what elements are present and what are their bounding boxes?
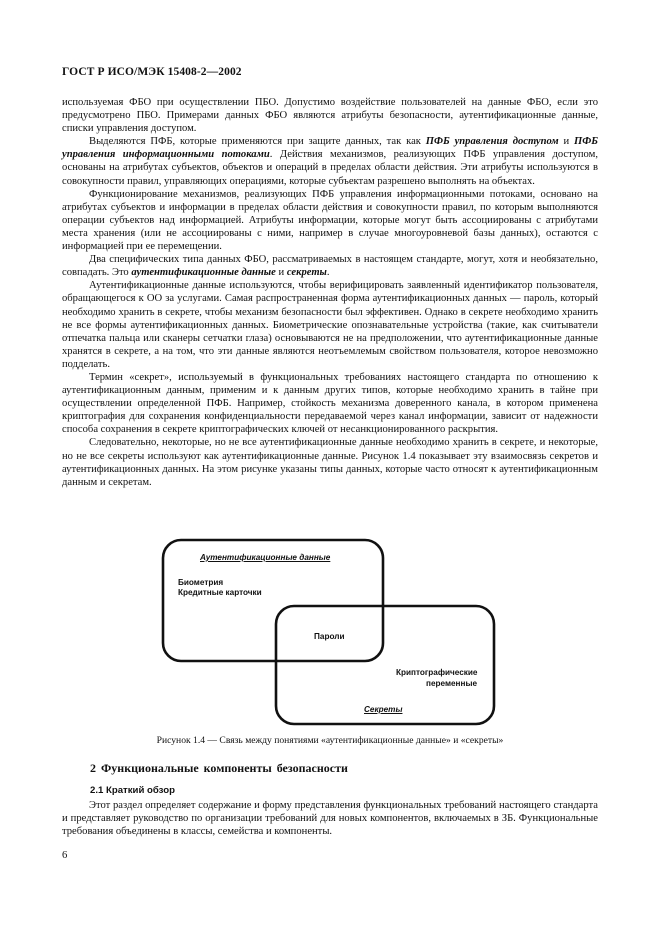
- credit-cards-label: Кредитные карточки: [178, 588, 262, 597]
- paragraph-4-part-1: Два специфических типа данных ФБО, рассматриваемых в настоящем стандарте, могут, хотя и необязательно, совпадать. Это: [62, 254, 598, 279]
- figure-caption: Рисунок 1.4 — Связь между понятиями «аутентификационные данные» и «секреты»: [156, 735, 504, 746]
- biometrics-label: Биометрия: [178, 578, 224, 587]
- paragraph-2-part-1: Выделяются ПФБ, которые применяются при защите данных, так как: [89, 136, 426, 148]
- paragraph-2-part-2: и: [558, 136, 575, 148]
- subsection-paragraph: Этот раздел определяет содержание и форму представления функциональных требований настоящего стандарта и представляет руководство по организации требований для новых компонентов, включаемых в ЗБ. Функциональные требования объединены в классы, семейства и компоненты.: [62, 800, 598, 838]
- crypto-label-line1: Криптографические: [396, 668, 478, 677]
- paragraph-2: [62, 135, 598, 187]
- auth-data-title: Аутентификационные данные: [200, 553, 331, 562]
- page-header: ГОСТ Р ИСО/МЭК 15408-2—2002: [62, 66, 242, 78]
- paragraph-4-part-3: .: [326, 267, 330, 279]
- term-info-flow-policy: ПФБ управления информационными потоками: [62, 136, 598, 161]
- paragraph-1: используемая ФБО при осуществлении ПБО. Допустимо воздействие пользователей на данные ФБО, если это предусмотрено ПБО. Примерами данных ФБО являются атрибуты безопасности, аутентификационные данные, списки управления доступом.: [62, 97, 598, 135]
- subsection-text: [62, 799, 598, 838]
- term-secrets: секреты: [286, 267, 327, 279]
- paragraph-4-part-2: и: [275, 267, 287, 279]
- paragraph-5: Аутентификационные данные используются, чтобы верифицировать заявленный идентификатор пользователя, обращающегося к ОО за услугами. Самая распространенная форма аутентификационных данных — пароль, который необходимо хранить в секрете, чтобы механизм безопасности был эффективен. Однако в секрете необходимо хранить не все формы аутентификационных данных. Биометрические опознавательные устройства (такие, как считыватели отпечатка пальца или сканеры сетчатки глаза) основываются не на предположении, что аутентификационные данные хранятся в секрете, а на том, что эти данные являются неотъемлемым свойством пользователя, которое невозможно подделать.: [62, 280, 598, 370]
- page-number: 6: [62, 850, 68, 861]
- crypto-label-line2: переменные: [426, 679, 477, 688]
- section-title: 2 Функциональные компоненты безопасности: [90, 761, 348, 775]
- secrets-title: Секреты: [364, 705, 403, 714]
- subsection-title: 2.1 Краткий обзор: [90, 785, 175, 796]
- paragraph-4: [62, 253, 598, 279]
- passwords-label: Пароли: [314, 632, 345, 641]
- paragraph-6: Термин «секрет», используемый в функциональных требованиях настоящего стандарта по отношению к аутентификационным данным, применим и к данным других типов, которые необходимо хранить в тайне при осуществлении определенной ПФБ. Например, стойкость механизма доверенного канала, в котором применена криптография для сохранения конфиденциальности передаваемой через канал информации, зависит от надежности способа сохранения в секрете криптографических ключей от несанкционированного раскрытия.: [62, 371, 598, 436]
- paragraph-2-part-3: . Действия механизмов, реализующих ПФБ управления доступом, основаны на атрибутах субъектов, объектов и операций в пределах области действия. Эти атрибуты используются в совокупности правил, управляющих операциями, которые субъектам разрешено выполнять на объектах.: [62, 149, 599, 187]
- body-text: [62, 96, 598, 489]
- term-auth-data: аутентификационные данные: [131, 267, 276, 279]
- term-access-control-policy: ПФБ управления доступом: [425, 136, 559, 148]
- figure-venn-diagram: [160, 536, 504, 736]
- paragraph-7: Следовательно, некоторые, но не все аутентификационные данные необходимо хранить в секрете, и некоторые, но не все секреты используют как аутентификационные данные. Рисунок 1.4 показывает эту взаимосвязь секретов и аутентификационных данных. На этом рисунке указаны типы данных, которые часто относят к аутентификационным данным и секретам.: [62, 437, 598, 488]
- paragraph-3: Функционирование механизмов, реализующих ПФБ управления информационными потоками, основано на атрибутах субъектов и информации в пределах области действия и совокупности правил, по которым выполняются операции субъектов над информацией. Атрибуты информации, которые могут быть ассоциированы с атрибутами места хранения (или не ассоциированы с ними, например в случае многоуровневой базы данных), остаются с информацией при ее перемещении.: [62, 188, 598, 253]
